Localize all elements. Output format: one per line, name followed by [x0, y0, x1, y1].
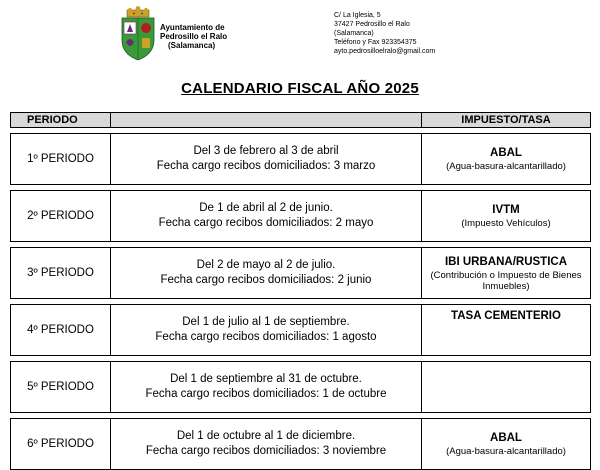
periodo-cell: 6º PERIODO [11, 419, 111, 470]
contact-line: Teléfono y Fax 923354375 [334, 39, 417, 46]
dates-range: Del 2 de mayo al 2 de julio. [196, 259, 336, 271]
dates-cell [111, 362, 422, 413]
contact-line: C/ La Iglesia, 5 [334, 12, 381, 19]
coat-of-arms-icon [118, 6, 158, 62]
dates-cell [111, 248, 422, 299]
tax-name: IVTM [492, 204, 520, 216]
dates-cell [111, 419, 422, 470]
tax-name: ABAL [490, 147, 522, 159]
tax-name: IBI URBANA/RUSTICA [444, 255, 568, 268]
tax-cell [422, 191, 591, 242]
table-row [11, 305, 591, 356]
dates-cell [111, 305, 422, 356]
tax-cell [422, 248, 591, 299]
dates-range: De 1 de abril al 2 de junio. [199, 202, 333, 214]
periodo-cell: 1º PERIODO [11, 134, 111, 185]
periodo-cell: 2º PERIODO [11, 191, 111, 242]
cargo-date: Fecha cargo recibos domiciliados: 3 marzo [156, 160, 376, 172]
dates-range: Del 1 de septiembre al 31 de octubre. [170, 373, 362, 385]
contact-line: 37427 Pedrosillo el Ralo [334, 21, 410, 28]
contact-info [334, 11, 435, 56]
org-line: Ayuntamiento de [160, 23, 225, 32]
tax-cell [422, 419, 591, 470]
fiscal-calendar-table [10, 112, 591, 470]
tax-cell [422, 134, 591, 185]
coat-of-arms-logo [118, 6, 158, 62]
column-header-dates [111, 113, 422, 128]
tax-cell [422, 362, 591, 413]
dates-range: Del 3 de febrero al 3 de abril [193, 145, 339, 157]
tax-description: (Impuesto Vehículos) [461, 218, 551, 229]
dates-range: Del 1 de octubre al 1 de diciembre. [176, 430, 356, 442]
org-line: Pedrosillo el Ralo [160, 32, 228, 41]
cargo-date: Fecha cargo recibos domiciliados: 3 noviembre [145, 445, 387, 457]
cargo-date: Fecha cargo recibos domiciliados: 2 mayo [158, 217, 374, 229]
dates-range: Del 1 de julio al 1 de septiembre. [182, 316, 350, 328]
table-row [11, 248, 591, 299]
periodo-cell: 5º PERIODO [11, 362, 111, 413]
tax-description: (Agua-basura-alcantarillado) [446, 161, 566, 172]
column-header-impuesto: IMPUESTO/TASA [422, 113, 591, 128]
table-row [11, 191, 591, 242]
page-title: CALENDARIO FISCAL AÑO 2025 [181, 80, 419, 97]
tax-description: (Agua-basura-alcantarillado) [446, 446, 566, 457]
table-header-row [11, 113, 591, 128]
cargo-date: Fecha cargo recibos domiciliados: 1 agosto [155, 331, 377, 343]
table-row [11, 134, 591, 185]
contact-line: (Salamanca) [334, 30, 374, 37]
dates-cell [111, 191, 422, 242]
table-row [11, 362, 591, 413]
tax-description: (Contribución o Impuesto de Bienes Inmuebles) [430, 269, 582, 292]
cargo-date: Fecha cargo recibos domiciliados: 2 junio [160, 274, 372, 286]
tax-cell [422, 305, 591, 356]
contact-email: ayto.pedrosilloelralo@gmail.com [334, 48, 436, 55]
table-row [11, 419, 591, 470]
org-line: (Salamanca) [168, 41, 216, 50]
tax-name: TASA CEMENTERIO [451, 310, 561, 322]
dates-cell [111, 134, 422, 185]
periodo-cell: 4º PERIODO [11, 305, 111, 356]
tax-name: ABAL [490, 432, 522, 444]
cargo-date: Fecha cargo recibos domiciliados: 1 de octubre [145, 388, 387, 400]
periodo-cell: 3º PERIODO [11, 248, 111, 299]
organization-name [160, 23, 227, 50]
column-header-periodo: PERIODO [11, 113, 111, 128]
